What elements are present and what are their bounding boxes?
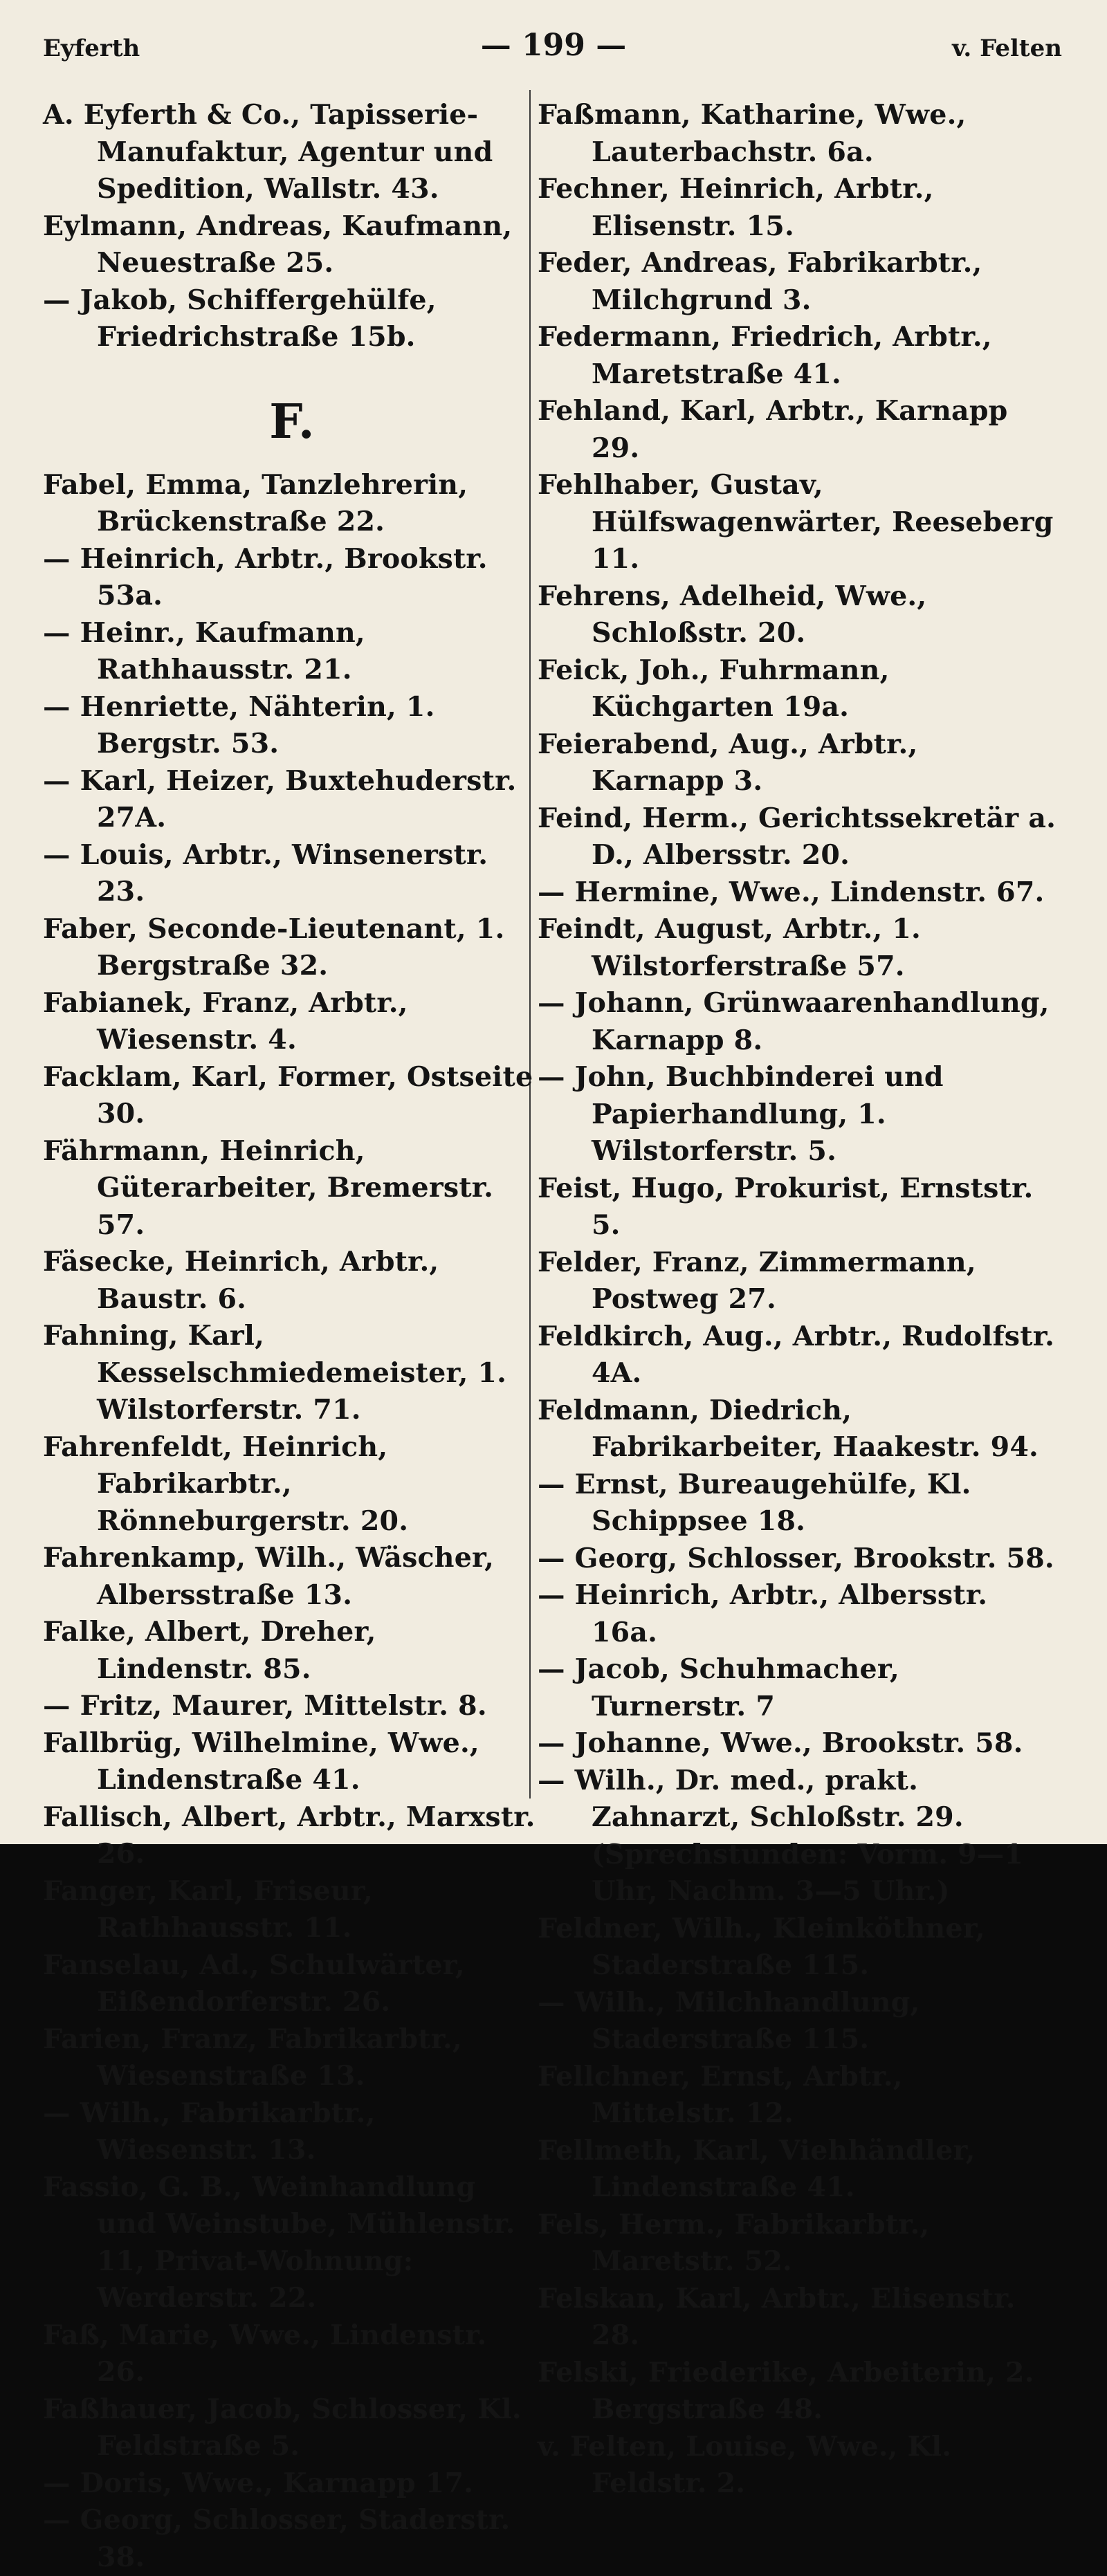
list-item: — John, Buchbinderei und Papierhandlung, 1. Wilstorferstr. 5. — [538, 1061, 944, 1167]
list-item: — Johanne, Wwe., Brookstr. 58. — [538, 1727, 1023, 1759]
list-item: Federmann, Friedrich, Arbtr., Maretstraße 41. — [538, 321, 992, 390]
list-item: — Jakob, Schiffergehülfe, Friedrichstraße 15b. — [43, 284, 437, 353]
list-item: Feldkirch, Aug., Arbtr., Rudolfstr. 4A. — [538, 1320, 1055, 1389]
list-item: Farien, Franz, Fabrikarbtr., Wiesenstraße 13. — [43, 2023, 462, 2092]
right-column — [538, 97, 1056, 2503]
list-item: Fäsecke, Heinrich, Arbtr., Baustr. 6. — [43, 1246, 439, 1315]
list-item: Feindt, August, Arbtr., 1. Wilstorferstraße 57. — [538, 913, 921, 982]
list-item: — Hermine, Wwe., Lindenstr. 67. — [538, 876, 1045, 908]
list-item: Fels, Herm., Fabrikarbtr., Maretstr. 52. — [538, 2208, 930, 2277]
list-item: Fahrenfeldt, Heinrich, Fabrikarbtr., Rönneburgerstr. 20. — [43, 1430, 409, 1537]
list-item: — Jacob, Schuhmacher, Turnerstr. 7 — [538, 1653, 899, 1722]
list-item: Faßhauer, Jacob, Schlosser, Kl. Feldstraße 5. — [43, 2393, 522, 2462]
header-left-catchword: Eyferth — [43, 35, 140, 62]
left-column — [43, 97, 541, 2576]
list-item: Fährmann, Heinrich, Güterarbeiter, Bremerstr. 57. — [43, 1134, 494, 1241]
list-item: Fanselau, Ad., Schulwärter, Eißendorferstr. 26. — [43, 1949, 465, 2018]
list-item: Falke, Albert, Dreher, Lindenstr. 85. — [43, 1616, 376, 1685]
list-item: Feldner, Wilh., Kleinköthner, Staderstraße 115. — [538, 1912, 985, 1981]
list-item: Fellchner, Ernst, Arbtr., Mittelstr. 12. — [538, 2060, 903, 2129]
list-item: A. Eyferth & Co., Tapisserie-Manufaktur, Agentur und Spedition, Wallstr. 43. — [43, 99, 493, 205]
list-item: Fallbrüg, Wilhelmine, Wwe., Lindenstraße 41. — [43, 1727, 479, 1796]
list-item: — Doris, Wwe., Karnapp 17. — [43, 2467, 474, 2499]
list-item: Fehrens, Adelheid, Wwe., Schloßstr. 20. — [538, 580, 927, 649]
list-item: Faber, Seconde-Lieutenant, 1. Bergstraße 32. — [43, 912, 505, 982]
list-item: Felskan, Karl, Arbtr., Elisenstr. 28. — [538, 2282, 1016, 2351]
list-item: Fellmeth, Karl, Viehhändler, Lindenstraße 41. — [538, 2134, 976, 2203]
section-letter-heading: F. — [269, 394, 315, 450]
list-item: — Heinrich, Arbtr., Albersstr. 16a. — [538, 1579, 988, 1648]
list-item: Eylmann, Andreas, Kaufmann, Neuestraße 25. — [43, 210, 513, 279]
header-right-catchword: v. Felten — [952, 35, 1062, 62]
list-item: Fehlhaber, Gustav, Hülfswagenwärter, Reeseberg 11. — [538, 469, 1054, 575]
page-header — [0, 28, 1107, 69]
list-item: Fallisch, Albert, Arbtr., Marxstr. 26. — [43, 1801, 536, 1870]
list-item: Faßmann, Katharine, Wwe., Lauterbachstr. 6a. — [538, 99, 967, 168]
list-item: Feind, Herm., Gerichtssekretär a. D., Albersstr. 20. — [538, 802, 1056, 871]
list-item: Feist, Hugo, Prokurist, Ernststr. 5. — [538, 1172, 1034, 1241]
list-item: — Louis, Arbtr., Winsenerstr. 23. — [43, 838, 488, 908]
list-item: — Johann, Grünwaarenhandlung, Karnapp 8. — [538, 987, 1050, 1056]
page-number: — 199 — — [480, 28, 627, 63]
list-item: Feick, Joh., Fuhrmann, Küchgarten 19a. — [538, 654, 890, 723]
list-item: Fabianek, Franz, Arbtr., Wiesenstr. 4. — [43, 986, 408, 1056]
list-item: Fabel, Emma, Tanzlehrerin, Brückenstraße 22. — [43, 468, 468, 537]
list-item: Fahning, Karl, Kesselschmiedemeister, 1. Wilstorferstr. 71. — [43, 1320, 507, 1426]
list-item: Felski, Friederike, Arbeiterin, 2. Bergstraße 48. — [538, 2356, 1034, 2425]
list-item: Faß, Marie, Wwe., Lindenstr. 26. — [43, 2319, 487, 2388]
list-item: Fassio, G. B., Weinhandlung und Weinstube, Mühlenstr. 11, Privat-Wohnung: Werderstr. 22. — [43, 2171, 515, 2314]
list-item: Feierabend, Aug., Arbtr., Karnapp 3. — [538, 728, 918, 797]
list-item: Fanger, Karl, Friseur, Rathhausstr. 11. — [43, 1875, 373, 1944]
list-item: Fehland, Karl, Arbtr., Karnapp 29. — [538, 395, 1008, 464]
list-item: Fahrenkamp, Wilh., Wäscher, Albersstraße 13. — [43, 1542, 495, 1611]
list-item: — Georg, Schlosser, Brookstr. 58. — [538, 1542, 1054, 1574]
list-item: — Heinrich, Arbtr., Brookstr. 53a. — [43, 542, 488, 611]
list-item: — Heinr., Kaufmann, Rathhausstr. 21. — [43, 616, 365, 686]
list-item: — Georg, Schlosser, Staderstr. 38. — [43, 2504, 511, 2573]
list-item: Fechner, Heinrich, Arbtr., Elisenstr. 15. — [538, 173, 934, 242]
list-item: Feder, Andreas, Fabrikarbtr., Milchgrund 3. — [538, 247, 982, 316]
list-item: Feldmann, Diedrich, Fabrikarbeiter, Haakestr. 94. — [538, 1394, 1039, 1463]
list-item: — Wilh., Fabrikarbtr., Wiesenstr. 13. — [43, 2097, 376, 2166]
list-item: — Fritz, Maurer, Mittelstr. 8. — [43, 1690, 487, 1722]
list-item: Facklam, Karl, Former, Ostseite 30. — [43, 1060, 533, 1130]
list-item: — Wilh., Milchhandlung, Staderstraße 115. — [538, 1986, 920, 2055]
list-item: — Wilh., Dr. med., prakt. Zahnarzt, Schloßstr. 29. (Sprechstunden: Vorm. 9—1 Uhr, Nachm. 3—5 Uhr.) — [538, 1764, 1024, 1907]
list-item: — Henriette, Nähterin, 1. Bergstr. 53. — [43, 690, 435, 760]
list-item: v. Felten, Louise, Wwe., Kl. Feldstr. 2. — [538, 2430, 952, 2499]
list-item: — Ernst, Bureaugehülfe, Kl. Schippsee 18. — [538, 1468, 971, 1537]
list-item: Felder, Franz, Zimmermann, Postweg 27. — [538, 1246, 976, 1315]
list-item: — Karl, Heizer, Buxtehuderstr. 27A. — [43, 764, 517, 834]
